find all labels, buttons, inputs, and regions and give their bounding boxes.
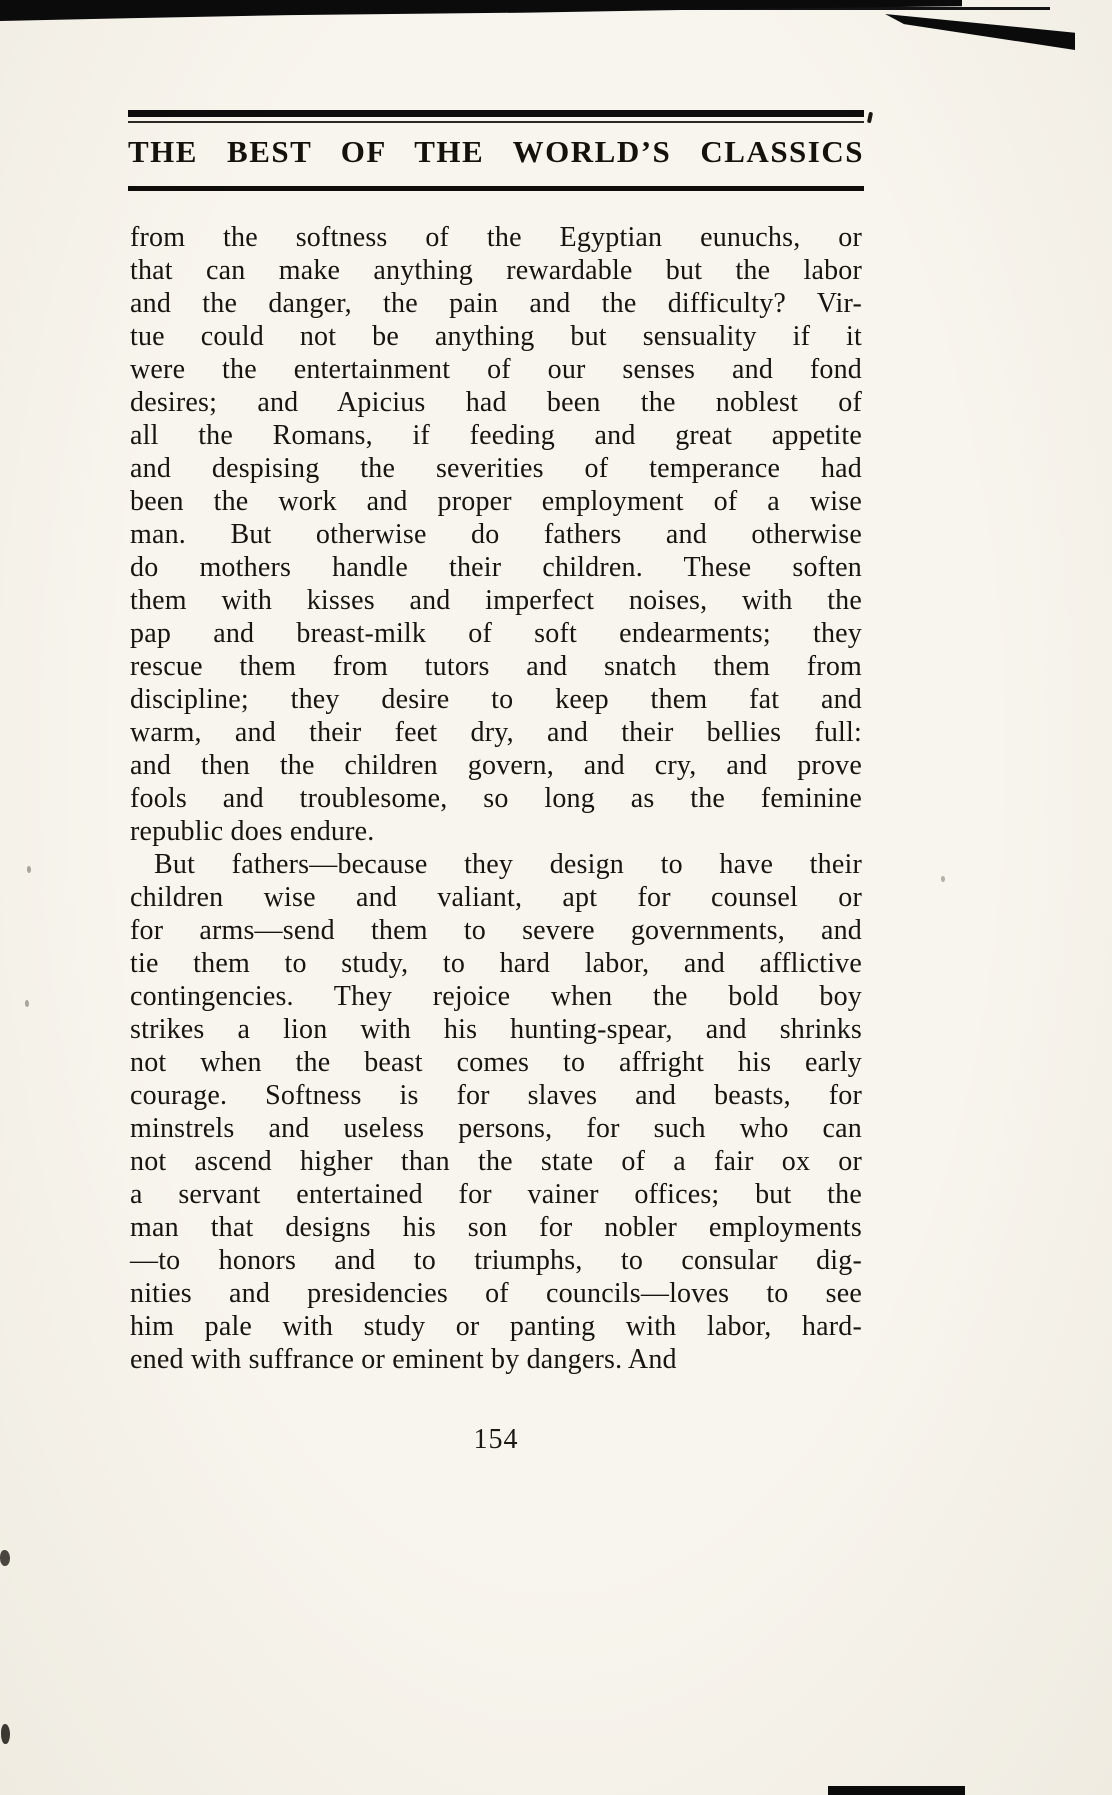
text-line: a servant entertained for vainer offices; but the bbox=[130, 1179, 862, 1210]
text-line: minstrels and useless persons, for such who can bbox=[130, 1113, 862, 1144]
running-head-title: THE BEST OF THE WORLD’S CLASSICS bbox=[128, 134, 864, 169]
text-line: courage. Softness is for slaves and beasts, for bbox=[130, 1080, 862, 1111]
text-line: desires; and Apicius had been the noblest of bbox=[130, 387, 862, 418]
text-line: republic does endure. bbox=[130, 816, 375, 847]
body-text bbox=[130, 221, 862, 1376]
text-line: and despising the severities of temperance had bbox=[130, 453, 862, 484]
text-line: them with kisses and imperfect noises, with the bbox=[130, 585, 862, 616]
text-line: strikes a lion with his hunting-spear, and shrinks bbox=[130, 1014, 862, 1045]
scan-artifact-corner-wedge bbox=[885, 14, 1075, 50]
header-rule-top bbox=[128, 110, 864, 117]
text-line: —to honors and to triumphs, to consular dig- bbox=[130, 1245, 862, 1276]
text-line: all the Romans, if feeding and great appetite bbox=[130, 420, 862, 451]
text-line: that can make anything rewardable but the labor bbox=[130, 255, 862, 286]
text-line: not ascend higher than the state of a fair ox or bbox=[130, 1146, 862, 1177]
scan-speck bbox=[27, 866, 31, 873]
text-line: fools and troublesome, so long as the feminine bbox=[130, 783, 862, 814]
scan-speck bbox=[1, 1724, 10, 1744]
text-line: from the softness of the Egyptian eunuchs, or bbox=[130, 222, 862, 253]
text-line: man that designs his son for nobler employments bbox=[130, 1212, 862, 1243]
text-line: were the entertainment of our senses and fond bbox=[130, 354, 862, 385]
text-line: warm, and their feet dry, and their bellies full: bbox=[130, 717, 862, 748]
text-line: rescue them from tutors and snatch them from bbox=[130, 651, 862, 682]
scan-artifact-bottom-bar bbox=[828, 1786, 965, 1795]
paragraph bbox=[130, 848, 862, 1376]
text-line: not when the beast comes to affright his early bbox=[130, 1047, 862, 1078]
text-line: pap and breast-milk of soft endearments; they bbox=[130, 618, 862, 649]
text-line: for arms—send them to severe governments, and bbox=[130, 915, 862, 946]
text-line: and then the children govern, and cry, and prove bbox=[130, 750, 862, 781]
scan-speck bbox=[25, 1000, 29, 1007]
text-line: do mothers handle their children. These soften bbox=[130, 552, 862, 583]
text-line: discipline; they desire to keep them fat and bbox=[130, 684, 862, 715]
text-line: children wise and valiant, apt for counsel or bbox=[130, 882, 862, 913]
page-number: 154 bbox=[473, 1424, 519, 1455]
text-line: tue could not be anything but sensuality if it bbox=[130, 321, 862, 352]
scan-artifact-top-bar bbox=[0, 0, 962, 21]
header-rule-bottom bbox=[128, 186, 864, 191]
text-line: man. But otherwise do fathers and otherwise bbox=[130, 519, 862, 550]
scan-speck bbox=[941, 876, 945, 882]
text-line: been the work and proper employment of a wise bbox=[130, 486, 862, 517]
text-line: But fathers—because they design to have their bbox=[154, 849, 862, 880]
text-line: him pale with study or panting with labor, hard- bbox=[130, 1311, 862, 1342]
header-rule-top-thin bbox=[128, 121, 864, 123]
scan-speck bbox=[0, 1550, 10, 1566]
text-line: and the danger, the pain and the difficulty? Vir- bbox=[130, 288, 862, 319]
text-line: tie them to study, to hard labor, and afflictive bbox=[130, 948, 862, 979]
text-line: nities and presidencies of councils—loves to see bbox=[130, 1278, 862, 1309]
paragraph bbox=[130, 221, 862, 848]
text-line: ened with suffrance or eminent by dangers. And bbox=[130, 1344, 677, 1375]
scan-artifact-tick bbox=[867, 112, 873, 124]
text-line: contingencies. They rejoice when the bold boy bbox=[130, 981, 862, 1012]
